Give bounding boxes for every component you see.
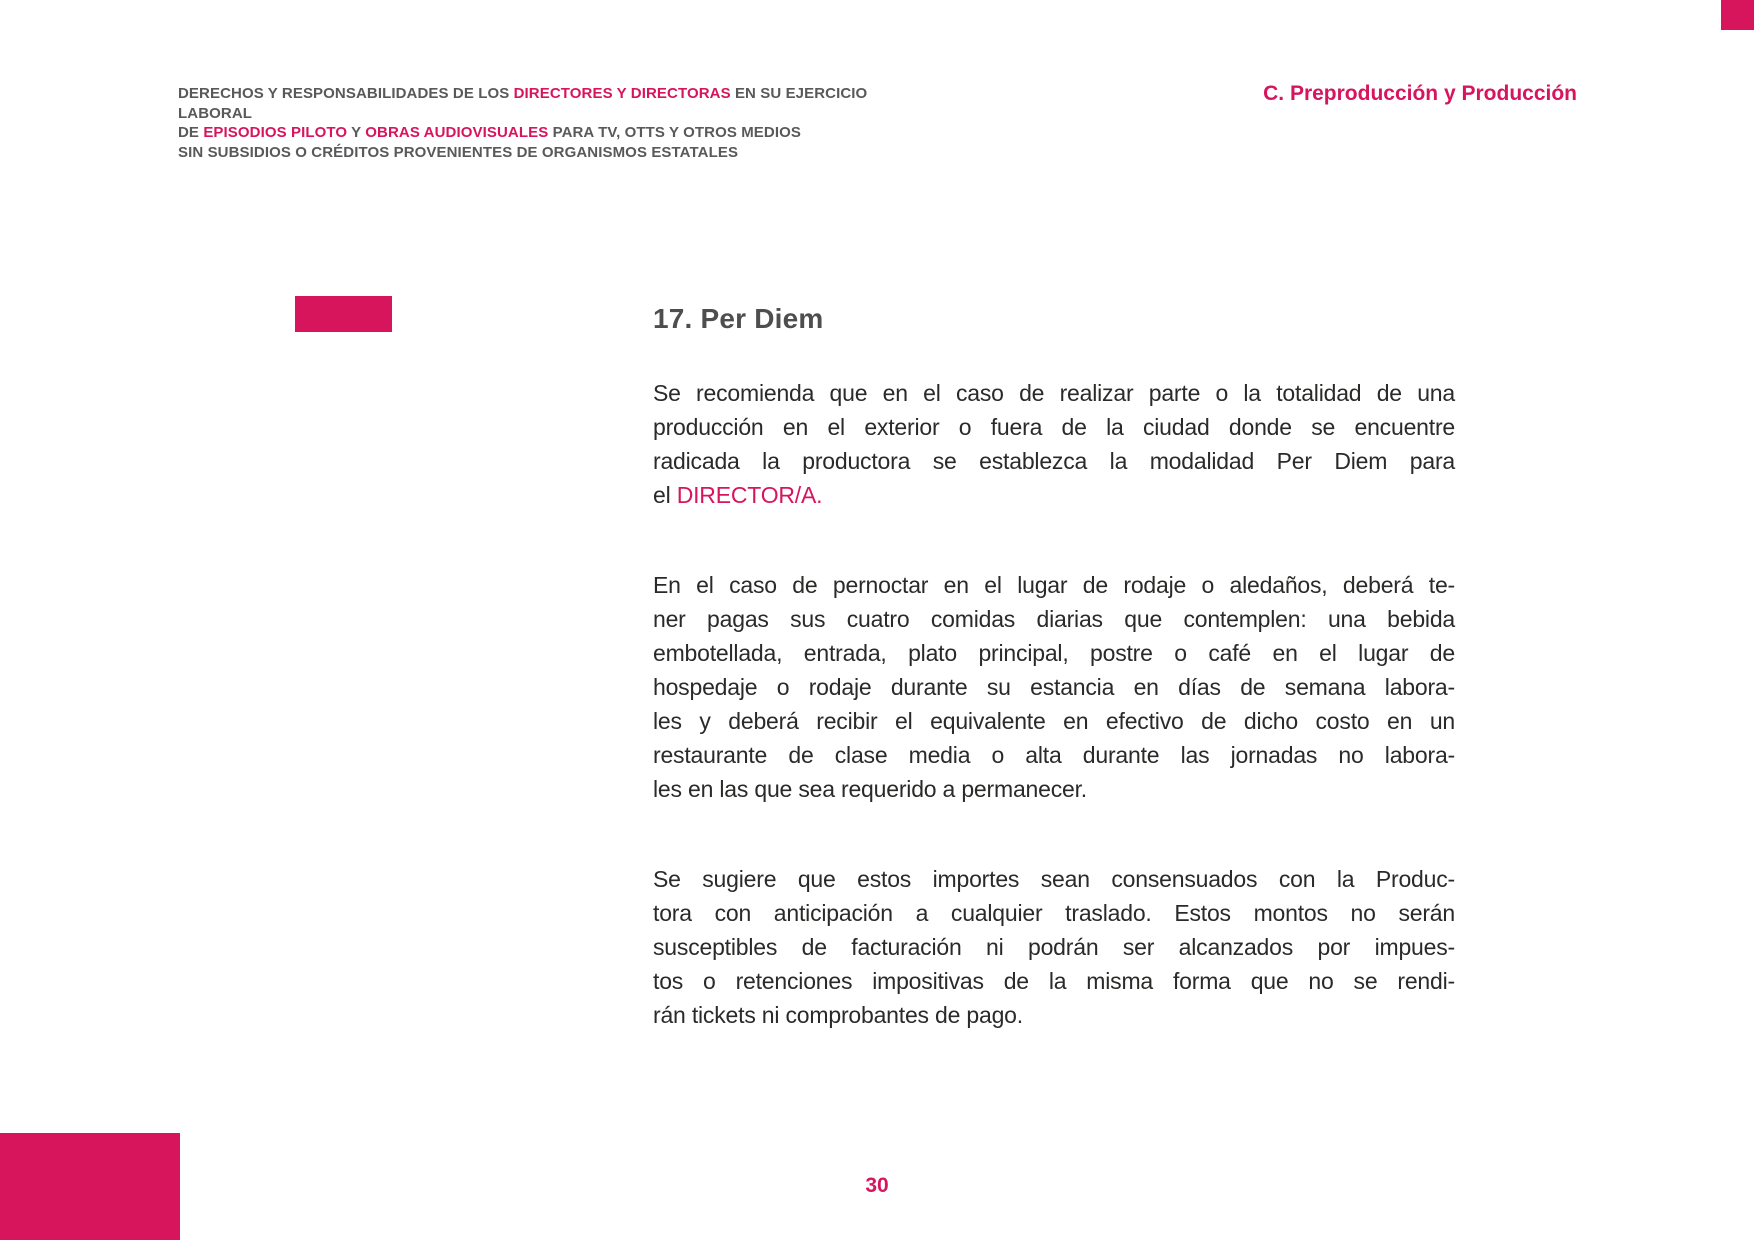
- text-line: [653, 964, 1455, 998]
- accent-text: EPISODIOS PILOTO: [203, 124, 348, 141]
- text-line: [653, 602, 1455, 636]
- paragraph-3: [653, 862, 1455, 1032]
- text-line: [653, 772, 1455, 806]
- running-header-left: [178, 84, 938, 162]
- text-line: [653, 998, 1455, 1032]
- text-segment: embotellada, entrada, plato principal, postre o café en el lugar de: [653, 640, 1455, 666]
- text-segment: restaurante de clase media o alta durante las jornadas no labora-: [653, 742, 1455, 768]
- text-line: [178, 123, 938, 143]
- text-line: [653, 670, 1455, 704]
- text-segment: les en las que sea requerido a permanecer.: [653, 776, 1087, 802]
- text-line: [178, 143, 938, 163]
- text-line: [653, 930, 1455, 964]
- section-marker: [295, 296, 392, 332]
- text-segment: SIN SUBSIDIOS O CRÉDITOS PROVENIENTES DE ORGANISMOS ESTATALES: [178, 143, 739, 161]
- accent-text: OBRAS AUDIOVISUALES: [365, 124, 549, 141]
- text-segment: susceptibles de facturación ni podrán ser alcanzados por impues-: [653, 934, 1455, 960]
- text-line: [653, 738, 1455, 772]
- page-number: 30: [865, 1174, 889, 1197]
- text-line: [653, 444, 1455, 478]
- text-segment: EN SU EJERCICIO LABORAL: [178, 85, 868, 122]
- text-segment: el: [653, 482, 677, 508]
- text-segment: Se sugiere que estos importes sean consensuados con la Produc-: [653, 866, 1455, 892]
- text-line: [653, 376, 1455, 410]
- text-segment: Y: [347, 124, 366, 141]
- accent-text: DIRECTOR/A.: [676, 482, 823, 508]
- accent-text: DIRECTORES Y DIRECTORAS: [513, 85, 731, 102]
- running-header-right: C. Preproducción y Producción: [1263, 82, 1577, 105]
- body-text-column: [653, 376, 1455, 1088]
- text-line: [653, 410, 1455, 444]
- section-title: 17. Per Diem: [653, 303, 824, 334]
- text-line: [653, 896, 1455, 930]
- text-segment: En el caso de pernoctar en el lugar de rodaje o aledaños, deberá te-: [653, 572, 1455, 598]
- text-segment: DE: [178, 124, 204, 141]
- corner-mark-top-right: [1721, 0, 1754, 30]
- text-segment: les y deberá recibir el equivalente en efectivo de dicho costo en un: [653, 708, 1455, 734]
- text-segment: tora con anticipación a cualquier traslado. Estos montos no serán: [653, 900, 1455, 926]
- text-segment: ner pagas sus cuatro comidas diarias que contemplen: una bebida: [653, 606, 1455, 632]
- text-line: [653, 568, 1455, 602]
- text-segment: producción en el exterior o fuera de la ciudad donde se encuentre: [653, 414, 1455, 440]
- text-line: [653, 704, 1455, 738]
- text-segment: Se recomienda que en el caso de realizar parte o la totalidad de una: [653, 380, 1455, 406]
- paragraph-1: [653, 376, 1455, 512]
- text-line: [653, 862, 1455, 896]
- text-segment: hospedaje o rodaje durante su estancia en días de semana labora-: [653, 674, 1455, 700]
- text-segment: rán tickets ni comprobantes de pago.: [653, 1002, 1023, 1028]
- text-segment: radicada la productora se establezca la modalidad Per Diem para: [653, 448, 1455, 474]
- text-line: [653, 478, 1455, 512]
- text-segment: DERECHOS Y RESPONSABILIDADES DE LOS: [178, 85, 514, 102]
- text-line: [178, 84, 938, 123]
- text-segment: PARA TV, OTTS Y OTROS MEDIOS: [548, 124, 801, 141]
- text-segment: tos o retenciones impositivas de la misma forma que no se rendi-: [653, 968, 1455, 994]
- paragraph-2: [653, 568, 1455, 806]
- corner-mark-bottom-left: [0, 1133, 180, 1240]
- text-line: [653, 636, 1455, 670]
